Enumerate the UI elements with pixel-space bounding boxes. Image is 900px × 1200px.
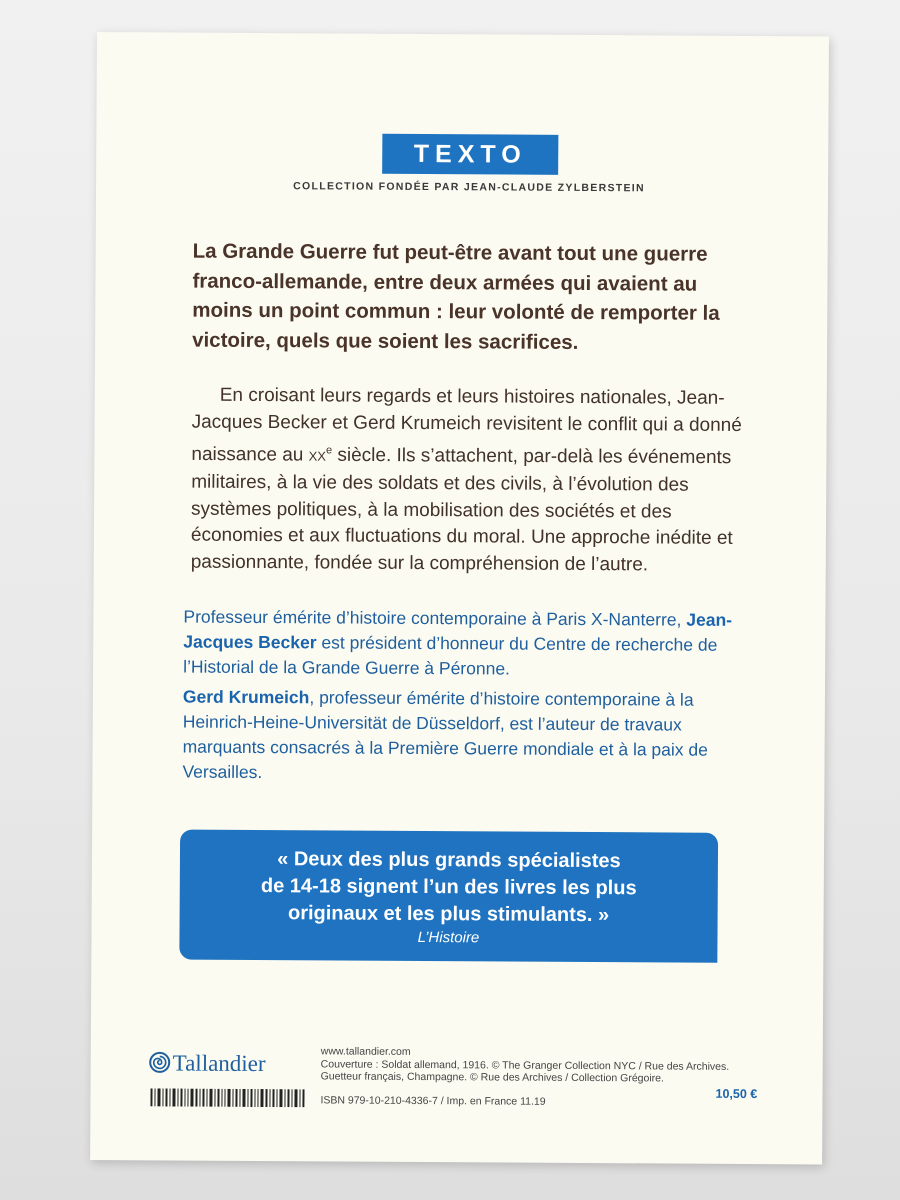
century-superscript: e: [326, 444, 333, 457]
summary-text-part1: En croisant leurs regards et leurs histoires nationales, Jean-Jacques Becker et Gerd Krumeich revisitent le conflit qui a donné naissance au: [191, 384, 742, 466]
cover-credits: [320, 1045, 730, 1085]
barcode: [150, 1088, 304, 1107]
summary-text-part2: siècle. Ils s’attachent, par-delà les événements militaires, à la vie des soldats et des civils, à l’évolution des systèmes politiques, à la mobilisation des sociétés et des économies et aux fluctuations du moral. Une approche inédite et passionnante, fondée sur la compréhension de l’autre.: [190, 444, 733, 576]
summary-paragraph: [191, 383, 752, 580]
cover-credit-line: Couverture : Soldat allemand, 1916. © The Granger Collection NYC / Rue des Archives.: [320, 1057, 730, 1073]
author-name: Jean-Jacques Becker: [183, 609, 733, 653]
lead-paragraph: La Grande Guerre fut peut-être avant tout une guerre franco-allemande, entre deux armées qui avaient au moins un point commun : leur volonté de remporter la victoire, quels que soient les sacrifices.: [192, 239, 720, 354]
quote-line: « Deux des plus grands spécialistes: [277, 848, 621, 873]
publisher-logo: [149, 1050, 266, 1077]
publisher-website: www.tallandier.com: [320, 1045, 411, 1058]
press-quote: [180, 846, 718, 930]
cover-credit-line: Guetteur français, Champagne. © Rue des Archives / Collection Grégoire.: [320, 1070, 664, 1085]
author-bio-text: , professeur émérite d’histoire contemporaine à la Heinrich-Heine-Universität de Düsseldorf, est l’auteur de travaux marquants consacrés à la Première Guerre mondiale et à la paix de Versailles.: [182, 687, 708, 783]
century-numeral: XX: [308, 448, 327, 464]
publisher-name: Tallandier: [172, 1050, 266, 1077]
quote-source: L’Histoire: [417, 928, 480, 947]
collection-founder-line: COLLECTION FONDÉE PAR JEAN-CLAUDE ZYLBERSTEIN: [293, 180, 645, 195]
author-bio-prefix: Professeur émérite d’histoire contemporaine à Paris X-Nanterre,: [183, 606, 687, 630]
author-name: Gerd Krumeich: [182, 686, 310, 708]
author-bio-becker: [183, 605, 743, 683]
quote-line: originaux et les plus stimulants. »: [287, 902, 610, 927]
isbn-line: ISBN 979-10-210-4336-7 / Imp. en France 11.19: [320, 1094, 546, 1108]
author-bio-text: est président d’honneur du Centre de recherche de l’Historial de la Grande Guerre à Péronne.: [183, 632, 718, 679]
price-label: 10,50 €: [715, 1086, 758, 1102]
collection-badge: TEXTO: [382, 134, 558, 175]
book-back-cover: [90, 32, 829, 1164]
quote-line: de 14-18 signent l’un des livres les plus: [260, 875, 637, 900]
press-quote-box: [179, 830, 718, 963]
author-bio-krumeich: [182, 685, 743, 788]
publisher-swirl-icon: [149, 1051, 171, 1073]
